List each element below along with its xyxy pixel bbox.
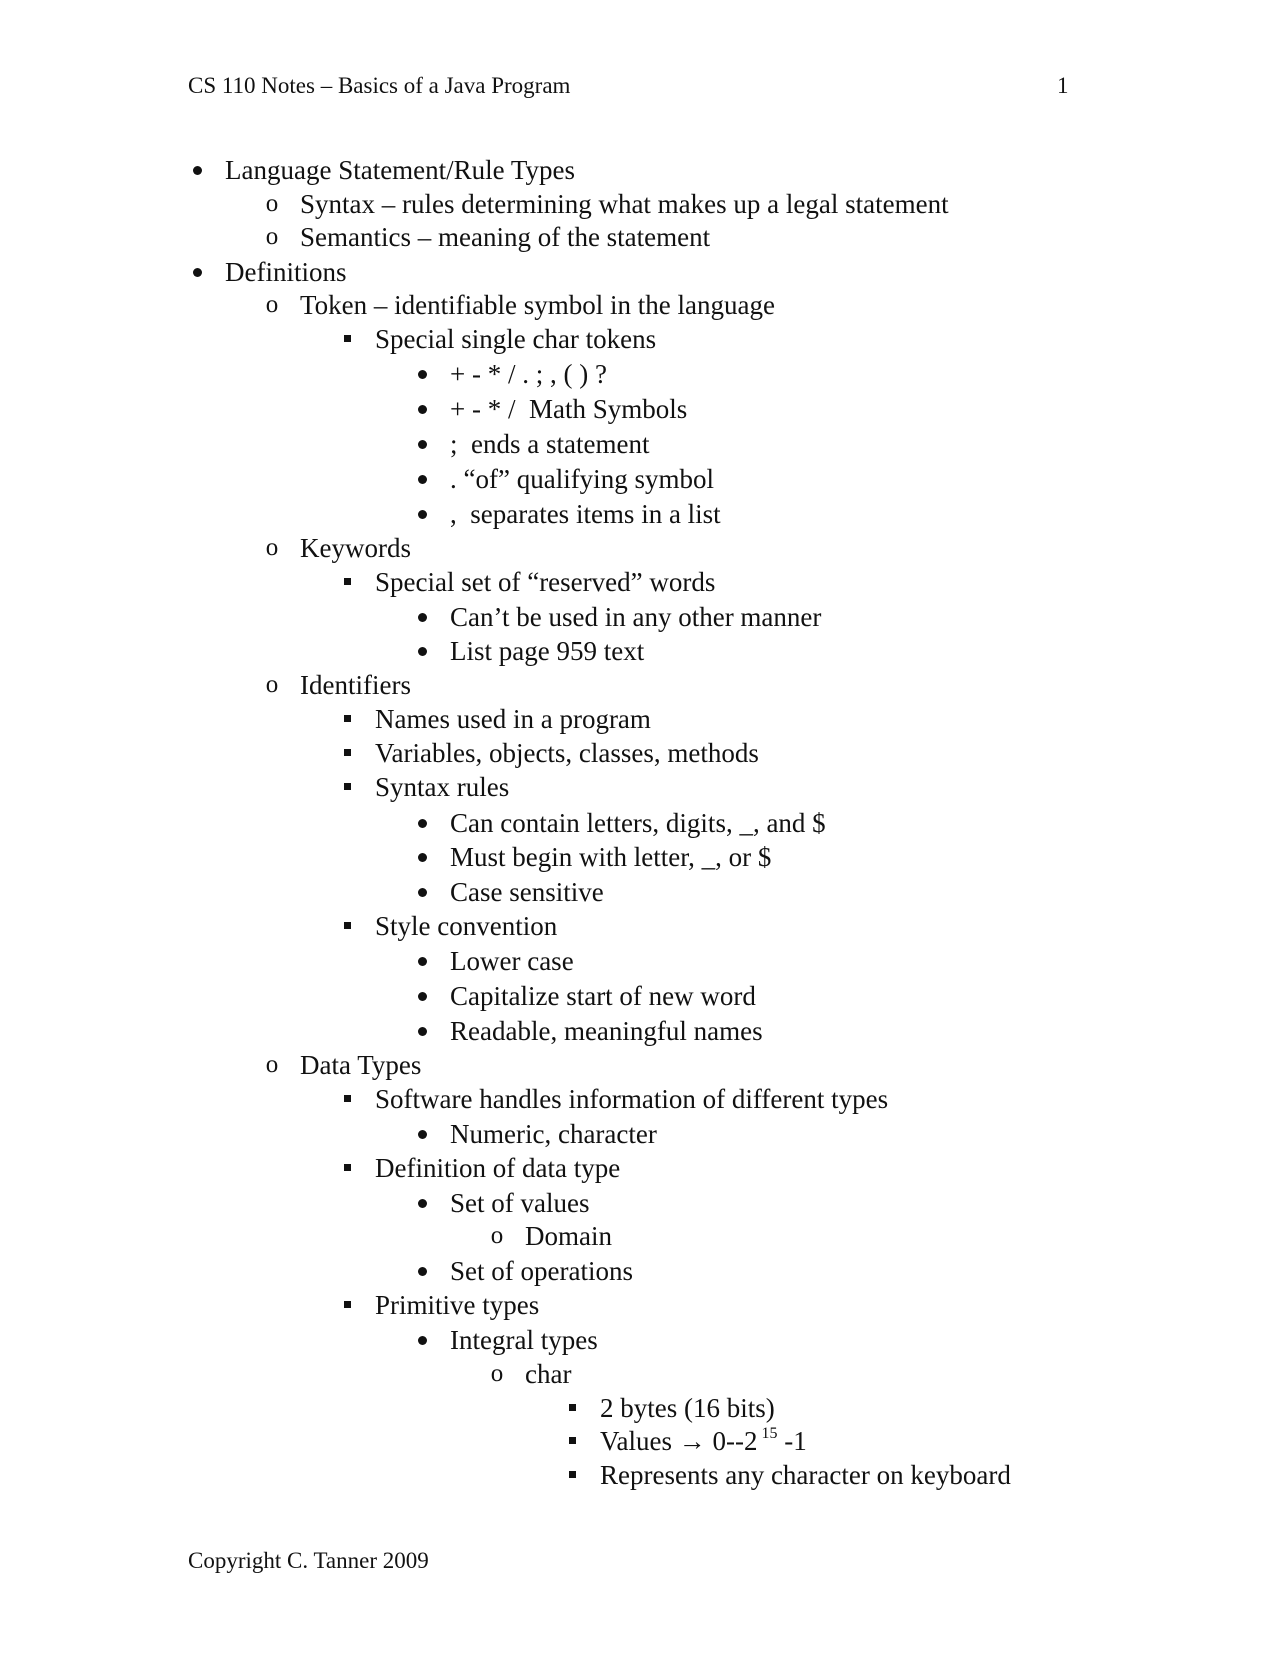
bullet-disc-icon <box>412 1117 432 1151</box>
outline-item-suffix: -1 <box>777 1426 807 1456</box>
outline-item-text: Readable, meaningful names <box>450 1016 763 1046</box>
bullet-disc-icon <box>412 875 432 909</box>
bullet-square-icon <box>337 1151 357 1185</box>
outline-item-text: Token – identifiable symbol in the language <box>300 290 775 320</box>
bullet-disc-icon <box>187 153 207 187</box>
outline-item-text: Syntax rules <box>375 772 510 802</box>
bullet-square-icon <box>337 770 357 804</box>
bullet-disc-icon <box>187 255 207 289</box>
outline-item-text: Definitions <box>225 257 347 287</box>
bullet-square-icon <box>562 1424 582 1458</box>
bullet-square-icon <box>562 1391 582 1425</box>
outline-item-text: Domain <box>525 1221 612 1251</box>
bullet-disc-icon <box>412 979 432 1013</box>
bullet-disc-icon <box>412 1014 432 1048</box>
outline-item-text: Can contain letters, digits, _, and $ <box>450 808 826 838</box>
outline-item-text: Values → 0--2 $^{15}$ -1 <box>600 1425 807 1456</box>
outline-item-text: Language Statement/Rule Types <box>225 155 576 185</box>
outline-item-text: Identifiers <box>300 670 411 700</box>
bullet-square-icon <box>337 736 357 770</box>
outline-item-text: , separates items in a list <box>450 499 721 529</box>
outline-item-text: Special set of “reserved” words <box>375 567 716 597</box>
bullet-disc-icon <box>412 1186 432 1220</box>
outline-item-text: + - * / Math Symbols <box>450 394 688 424</box>
bullet-disc-icon <box>412 840 432 874</box>
bullet-circle-icon: o <box>490 1222 504 1249</box>
bullet-square-icon <box>337 322 357 356</box>
outline-item-text: Case sensitive <box>450 877 604 907</box>
bullet-disc-icon <box>412 806 432 840</box>
page-header-title: CS 110 Notes – Basics of a Java Program <box>188 73 571 98</box>
outline-item-text: List page 959 text <box>450 636 645 666</box>
bullet-disc-icon <box>412 357 432 391</box>
bullet-circle-icon: o <box>265 534 279 561</box>
bullet-disc-icon <box>412 1323 432 1357</box>
copyright-footer: Copyright C. Tanner 2009 <box>188 1548 429 1573</box>
outline-item-text: Names used in a program <box>375 704 651 734</box>
bullet-circle-icon: o <box>490 1360 504 1387</box>
outline-item-text: + - * / . ; , ( ) ? <box>450 359 607 389</box>
bullet-disc-icon <box>412 944 432 978</box>
bullet-square-icon <box>337 565 357 599</box>
outline-item-text: Must begin with letter, _, or $ <box>450 842 772 872</box>
bullet-disc-icon <box>412 634 432 668</box>
outline-item-text: ; ends a statement <box>450 429 650 459</box>
outline-item-text: Set of values <box>450 1188 590 1218</box>
bullet-circle-icon: o <box>265 190 279 217</box>
outline-item-text: 2 bytes (16 bits) <box>600 1393 775 1423</box>
outline-item-text: Data Types <box>300 1050 422 1080</box>
bullet-circle-icon: o <box>265 223 279 250</box>
bullet-disc-icon <box>412 1254 432 1288</box>
outline-item-text: Syntax – rules determining what makes up a legal statement <box>300 189 949 219</box>
bullet-disc-icon <box>412 497 432 531</box>
exponent: 15 <box>757 1425 778 1442</box>
bullet-disc-icon <box>412 600 432 634</box>
outline-item-text: Definition of data type <box>375 1153 621 1183</box>
bullet-circle-icon: o <box>265 1051 279 1078</box>
outline-item-text: Set of operations <box>450 1256 633 1286</box>
bullet-square-icon <box>337 1288 357 1322</box>
outline-item-text: Lower case <box>450 946 574 976</box>
bullet-circle-icon: o <box>265 671 279 698</box>
outline-item-text: Special single char tokens <box>375 324 657 354</box>
outline-item-text: Semantics – meaning of the statement <box>300 222 711 252</box>
outline-item-text: Integral types <box>450 1325 598 1355</box>
bullet-square-icon <box>337 702 357 736</box>
bullet-circle-icon: o <box>265 291 279 318</box>
outline-item-text: Numeric, character <box>450 1119 657 1149</box>
page-number: 1 <box>1057 73 1069 98</box>
outline-item-text: Can’t be used in any other manner <box>450 602 822 632</box>
outline-item-text: Represents any character on keyboard <box>600 1460 1011 1490</box>
bullet-disc-icon <box>412 427 432 461</box>
outline-item-text: Capitalize start of new word <box>450 981 756 1011</box>
outline-item-text: Style convention <box>375 911 558 941</box>
bullet-square-icon <box>337 1082 357 1116</box>
outline-item-text: Primitive types <box>375 1290 540 1320</box>
outline-item-text: Variables, objects, classes, methods <box>375 738 759 768</box>
bullet-disc-icon <box>412 462 432 496</box>
outline-item-text: Software handles information of different types <box>375 1084 889 1114</box>
outline-item-text: Keywords <box>300 533 411 563</box>
bullet-square-icon <box>562 1458 582 1492</box>
bullet-disc-icon <box>412 392 432 426</box>
outline-item-text: . “of” qualifying symbol <box>450 464 714 494</box>
outline-item-text: char <box>525 1359 572 1389</box>
bullet-square-icon <box>337 909 357 943</box>
